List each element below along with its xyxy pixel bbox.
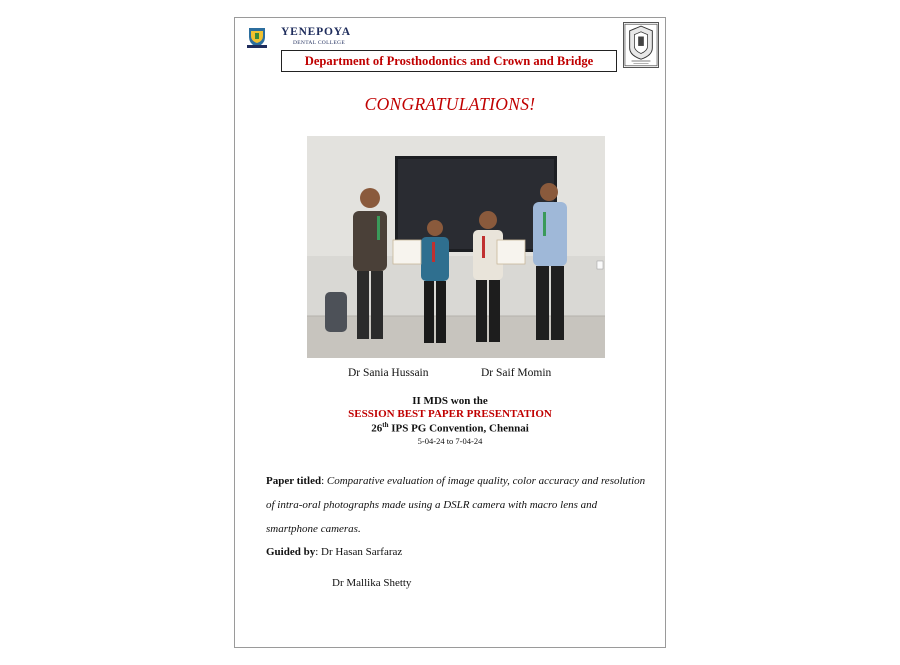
guided-label: Guided by bbox=[266, 546, 316, 558]
award-title: SESSION BEST PAPER PRESENTATION bbox=[348, 408, 552, 421]
paper-title-block: Paper titled: Comparative evaluation of image quality, color accuracy and resolution of intra-oral photographs made using a DSLR camera with macro lens and smartphone cameras. bbox=[266, 475, 646, 535]
event-name: 26th IPS PG Convention, Chennai bbox=[371, 421, 529, 436]
institution-brand bbox=[281, 27, 351, 46]
institution-subtitle: DENTAL COLLEGE bbox=[293, 39, 345, 46]
paper-title: Comparative evaluation of image quality, color accuracy and resolution of intra-oral photographs made using a DSLR camera with macro lens and smartphone cameras. bbox=[266, 475, 646, 535]
guide-name-1: Dr Hasan Sarfaraz bbox=[321, 546, 403, 558]
department-banner: Department of Prosthodontics and Crown and Bridge bbox=[281, 50, 617, 72]
award-intro: II MDS won the bbox=[412, 395, 488, 407]
congratulations-heading: CONGRATULATIONS! bbox=[364, 94, 536, 114]
event-dates: 5-04-24 to 7-04-24 bbox=[417, 436, 483, 447]
guide-name-2: Dr Mallika Shetty bbox=[332, 577, 412, 589]
winner-name-2: Dr Saif Momin bbox=[481, 367, 552, 379]
paper-label: Paper titled bbox=[266, 475, 322, 487]
winner-name-1: Dr Sania Hussain bbox=[348, 367, 429, 379]
award-ceremony-photo bbox=[307, 136, 605, 358]
college-logo-icon bbox=[245, 27, 269, 49]
poster-page bbox=[234, 17, 666, 648]
department-crest-icon bbox=[623, 22, 659, 68]
institution-name: YENEPOYA bbox=[281, 26, 351, 38]
award-details bbox=[235, 395, 665, 446]
guided-by: Guided by: Dr Hasan Sarfaraz bbox=[266, 546, 403, 558]
